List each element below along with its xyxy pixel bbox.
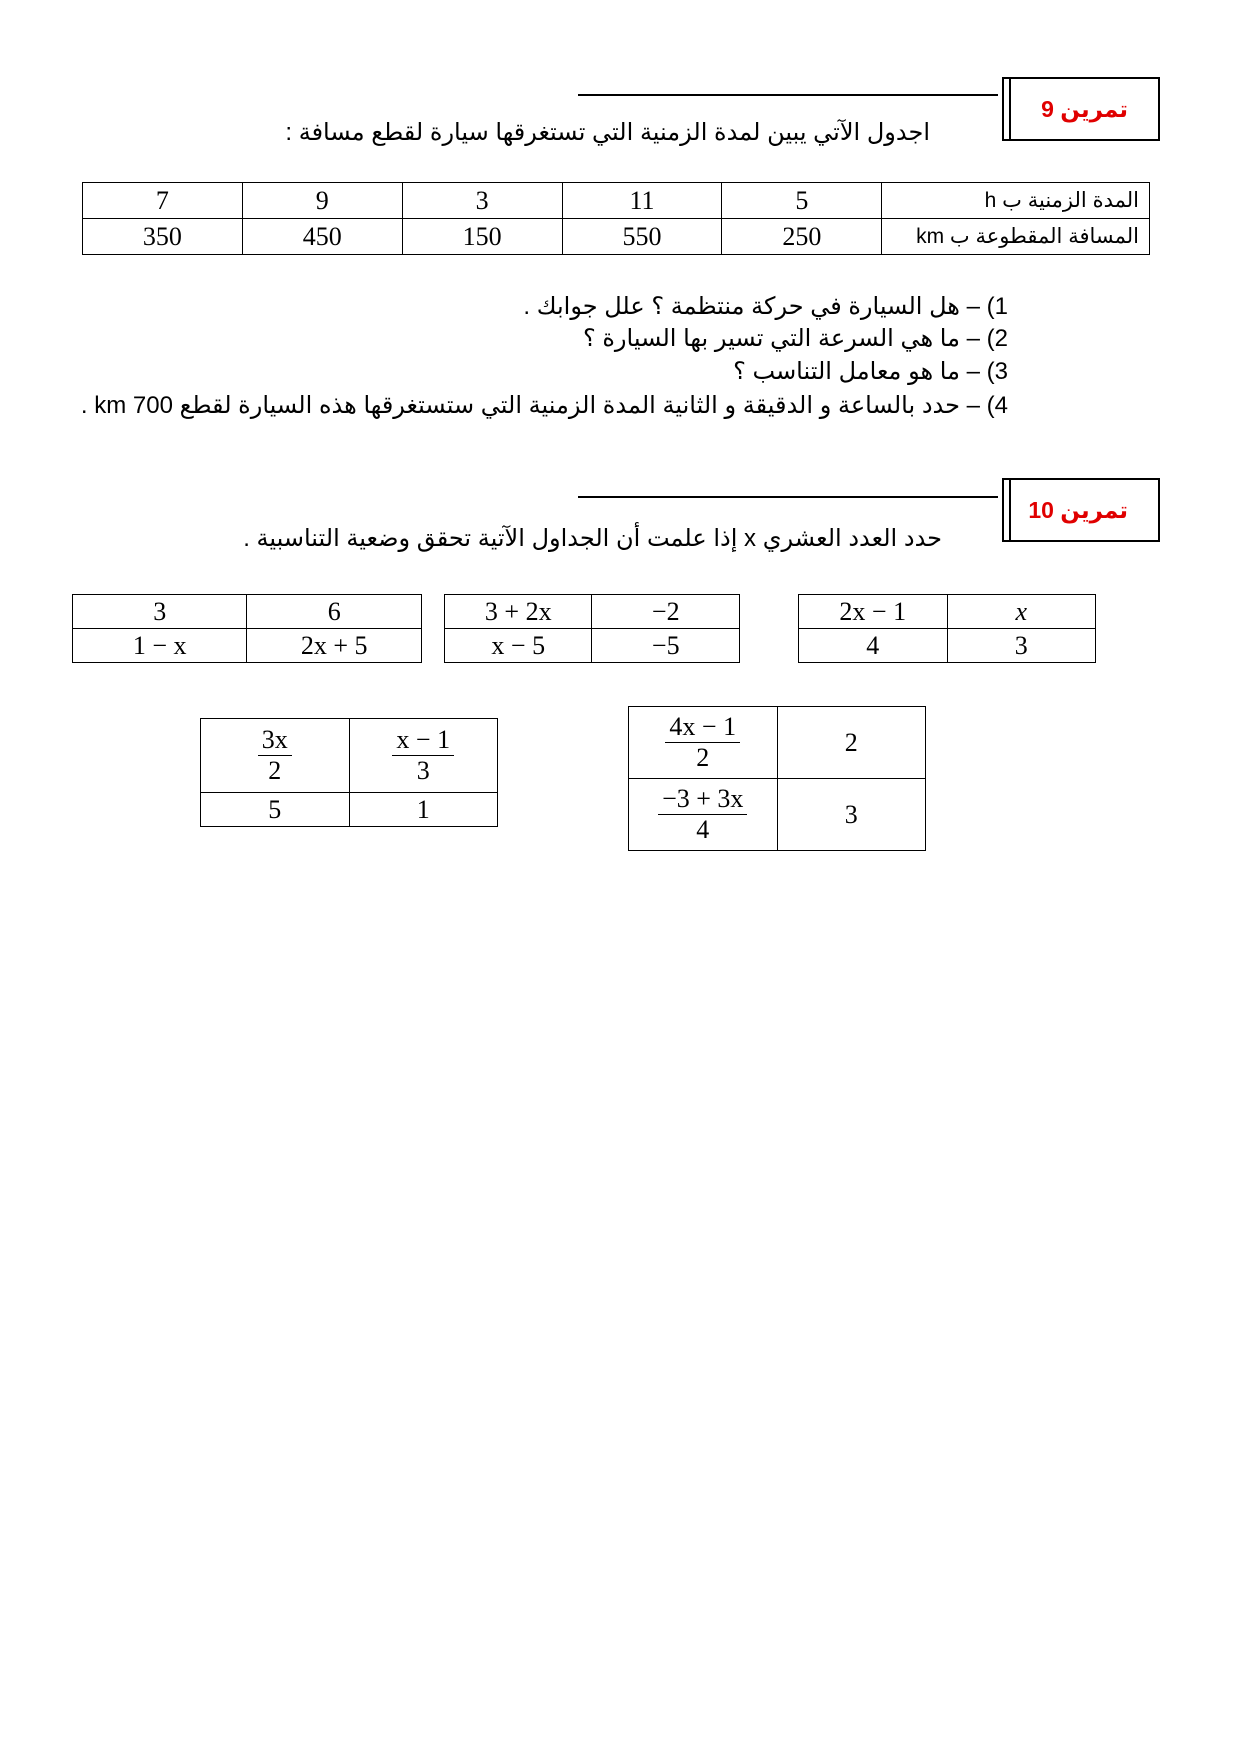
ex9-duration-cell: 3 xyxy=(402,183,562,219)
ex9-duration-cell: 5 xyxy=(722,183,882,219)
ex10-table-5 xyxy=(628,706,926,851)
ex9-title-box-inner-line xyxy=(1009,79,1017,139)
fraction-cell xyxy=(629,707,778,779)
table-cell: −5 xyxy=(592,629,740,663)
fraction xyxy=(665,712,740,773)
ex9-duration-cell: 11 xyxy=(562,183,722,219)
ex9-duration-cell: 7 xyxy=(83,183,243,219)
ex9-question-1: 1) – هل السيارة في حركة منتظمة ؟ علل جوابك . xyxy=(523,293,1008,320)
ex9-intro: اجدول الآتي يبين لمدة الزمنية التي تستغرقها سيارة لقطع مسافة : xyxy=(285,119,930,146)
ex10-table-3 xyxy=(798,594,1096,663)
table-cell: 1 − x xyxy=(73,629,247,663)
ex10-title-box xyxy=(1002,478,1160,542)
ex9-question-3: 3) – ما هو معامل التناسب ؟ xyxy=(733,358,1008,385)
table-cell: 3 xyxy=(73,595,247,629)
fraction-denominator: 2 xyxy=(696,743,710,772)
ex9-distance-cell: 250 xyxy=(722,219,882,255)
fraction xyxy=(258,725,292,786)
table-cell: −2 xyxy=(592,595,740,629)
fraction-cell xyxy=(349,719,497,793)
ex9-duration-label: المدة الزمنية ب h xyxy=(882,183,1150,219)
ex9-distance-cell: 150 xyxy=(402,219,562,255)
ex10-rule xyxy=(578,496,998,498)
table-cell: 4 xyxy=(799,629,948,663)
ex9-rule xyxy=(578,94,998,96)
fraction-cell xyxy=(201,719,350,793)
ex9-distance-cell: 450 xyxy=(242,219,402,255)
fraction-denominator: 2 xyxy=(268,756,282,785)
ex9-distance-label: المسافة المقطوعة ب km xyxy=(882,219,1150,255)
ex9-title: تمرين 9 xyxy=(1041,95,1128,122)
fraction xyxy=(658,784,747,845)
table-cell: 5 xyxy=(201,793,350,827)
ex10-intro: حدد العدد العشري x إذا علمت أن الجداول الآتية تحقق وضعية التناسبية . xyxy=(243,525,942,552)
fraction-numerator: x − 1 xyxy=(392,725,454,756)
ex9-distance-cell: 550 xyxy=(562,219,722,255)
table-cell: 2x − 1 xyxy=(799,595,948,629)
ex9-title-box xyxy=(1002,77,1160,141)
table-cell: x − 5 xyxy=(445,629,592,663)
table-cell: 2x + 5 xyxy=(247,629,422,663)
fraction-numerator: 4x − 1 xyxy=(665,712,740,743)
fraction xyxy=(392,725,454,786)
ex10-table-2 xyxy=(444,594,740,663)
table-cell: 6 xyxy=(247,595,422,629)
fraction-denominator: 4 xyxy=(696,815,710,844)
ex9-distance-cell: 350 xyxy=(83,219,243,255)
fraction-numerator: 3x xyxy=(258,725,292,756)
ex9-question-2: 2) – ما هي السرعة التي تسير بها السيارة ؟ xyxy=(582,325,1008,352)
fraction-cell xyxy=(629,779,778,851)
ex9-question-4: 4) – حدد بالساعة و الدقيقة و الثانية المدة الزمنية التي ستستغرقها هذه السيارة لقطع 700 km . xyxy=(80,392,1008,419)
ex9-table xyxy=(82,182,1150,255)
ex10-table-1 xyxy=(72,594,422,663)
ex10-title: تمرين 10 xyxy=(1028,496,1128,523)
table-cell: x xyxy=(947,595,1095,629)
fraction-numerator: −3 + 3x xyxy=(658,784,747,815)
fraction-denominator: 3 xyxy=(416,756,430,785)
ex9-duration-cell: 9 xyxy=(242,183,402,219)
table-cell: 3 xyxy=(947,629,1095,663)
ex10-title-box-inner-line xyxy=(1009,480,1017,540)
table-cell: 1 xyxy=(349,793,497,827)
table-cell: 2 xyxy=(777,707,925,779)
ex10-table-4 xyxy=(200,718,498,827)
table-cell: 3 xyxy=(777,779,925,851)
table-cell: 3 + 2x xyxy=(445,595,592,629)
